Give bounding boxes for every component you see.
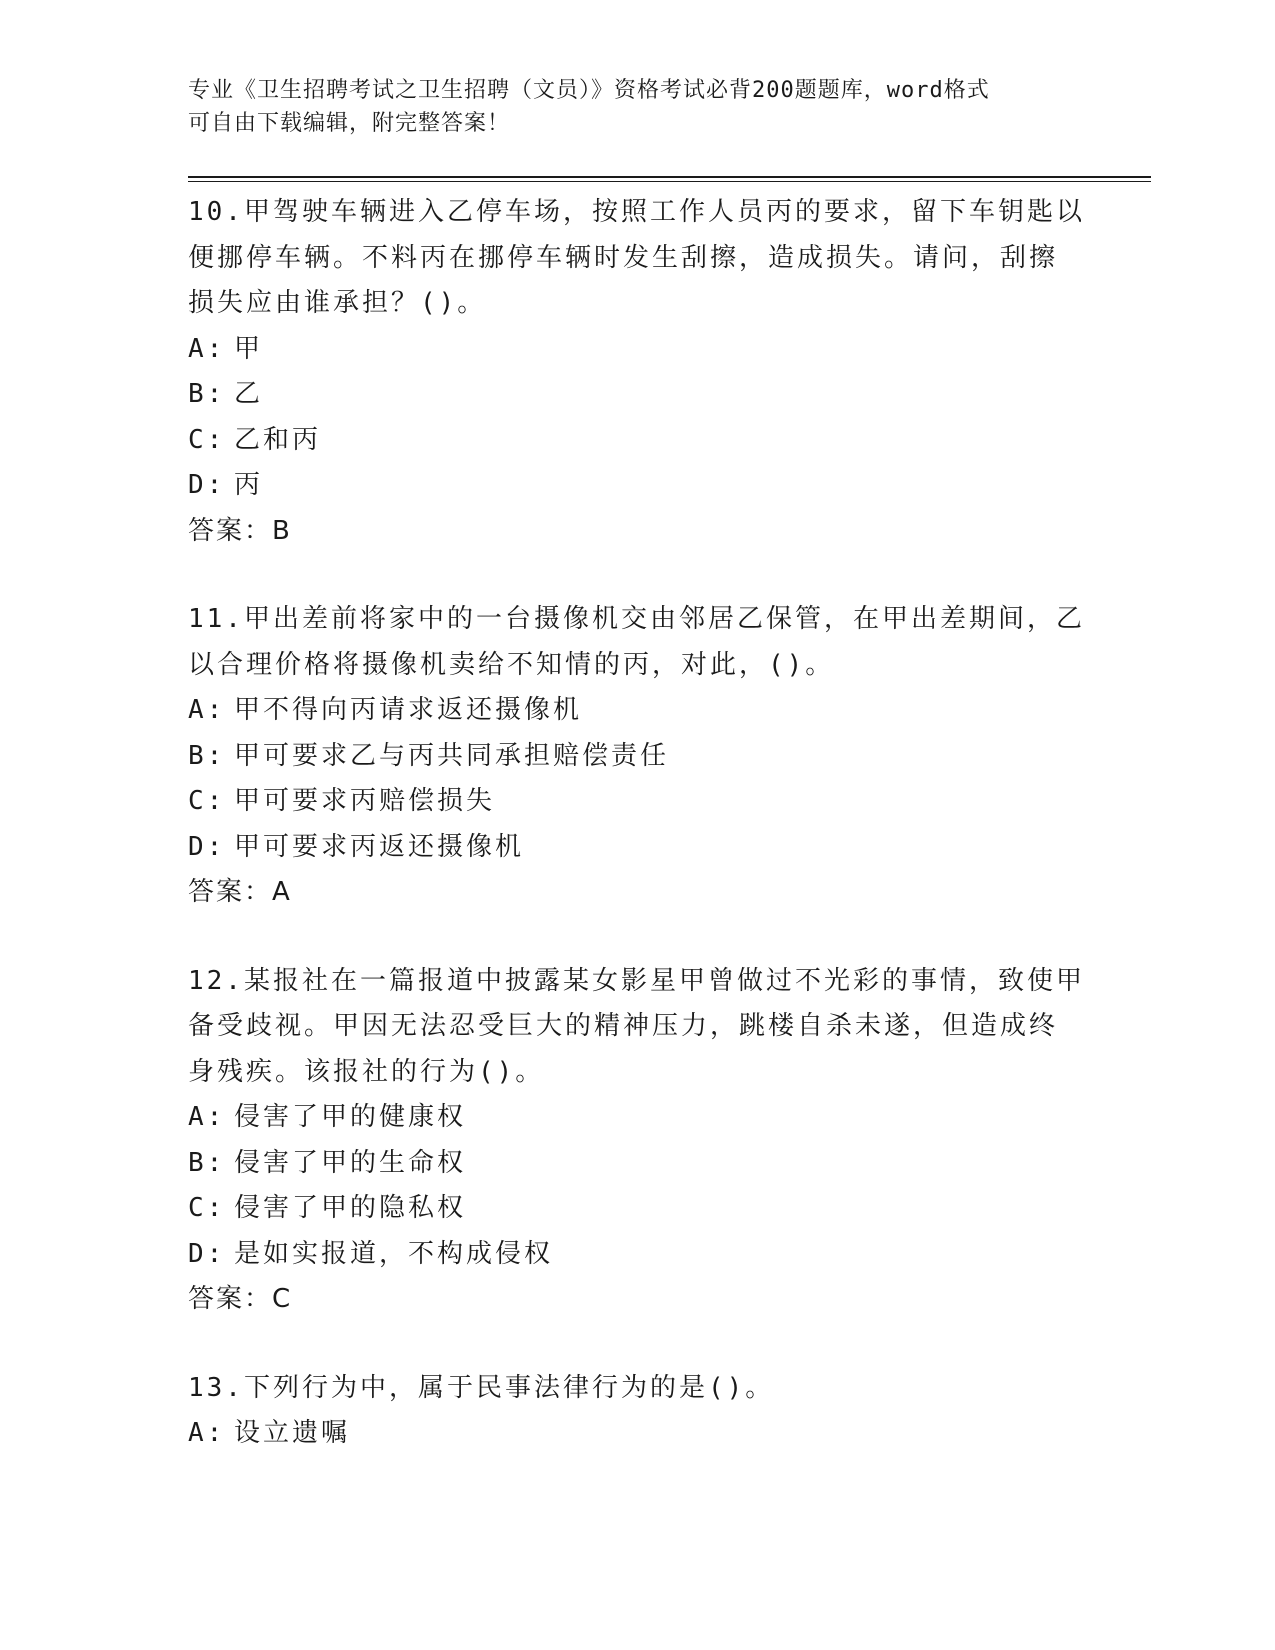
option-text: 侵害了甲的健康权 — [234, 1102, 467, 1132]
option-text: 甲可要求丙返还摄像机 — [234, 831, 525, 862]
option-text: 侵害了甲的隐私权 — [234, 1193, 467, 1223]
option-key: C: — [188, 1193, 226, 1223]
question-stem-line: 以合理价格将摄像机卖给不知情的丙，对此，()。 — [188, 649, 835, 680]
option-a — [188, 688, 1068, 734]
option-text: 设立遗嘱 — [234, 1418, 351, 1448]
question-stem-line: 13.下列行为中，属于民事法律行为的是()。 — [188, 1372, 775, 1403]
option-key: B: — [188, 1147, 226, 1178]
option-b — [188, 372, 1068, 418]
header-title-line-2: 可自由下载编辑，附完整答案！ — [188, 111, 511, 136]
question-list — [188, 190, 1085, 1500]
question-10 — [188, 190, 1085, 554]
option-key: D: — [188, 1238, 226, 1269]
option-key: A: — [188, 1418, 226, 1448]
option-key: B: — [188, 379, 226, 409]
question-13 — [188, 1366, 1068, 1457]
question-stem-line: 10.甲驾驶车辆进入乙停车场，按照工作人员丙的要求，留下车钥匙以 — [188, 197, 1085, 227]
option-text: 乙和丙 — [234, 424, 322, 455]
option-c — [188, 779, 1068, 825]
option-c — [188, 1186, 1068, 1232]
option-text: 甲不得向丙请求返还摄像机 — [234, 695, 583, 725]
option-a — [188, 1411, 1068, 1457]
option-key: C: — [188, 424, 226, 455]
option-d — [188, 1232, 1068, 1278]
option-text: 是如实报道，不构成侵权 — [234, 1238, 554, 1269]
option-b — [188, 1141, 1068, 1187]
question-stem-line: 11.甲出差前将家中的一台摄像机交由邻居乙保管，在甲出差期间，乙 — [188, 604, 1085, 634]
option-text: 甲可要求丙赔偿损失 — [234, 786, 496, 816]
question-stem-line: 身残疾。该报社的行为()。 — [188, 1056, 545, 1087]
option-text: 甲 — [234, 333, 264, 364]
answer-line: 答案：C — [188, 1284, 293, 1314]
question-stem-line: 损失应由谁承担？()。 — [188, 288, 487, 318]
option-key: A: — [188, 695, 226, 725]
option-key: B: — [188, 740, 226, 771]
header-divider-thick — [188, 176, 1151, 178]
header-divider-thin — [188, 181, 1151, 182]
option-d — [188, 463, 1068, 509]
option-c — [188, 418, 1068, 464]
option-b — [188, 734, 1068, 780]
option-text: 侵害了甲的生命权 — [234, 1147, 467, 1178]
option-text: 丙 — [234, 470, 264, 500]
option-key: A: — [188, 1102, 226, 1132]
option-a — [188, 1095, 1068, 1141]
question-12 — [188, 959, 1085, 1323]
option-text: 乙 — [234, 379, 264, 409]
question-stem-line: 12.某报社在一篇报道中披露某女影星甲曾做过不光彩的事情，致使甲 — [188, 965, 1085, 996]
question-stem-line: 备受歧视。甲因无法忍受巨大的精神压力，跳楼自杀未遂，但造成终 — [188, 1011, 1059, 1041]
answer-line: 答案：A — [188, 877, 292, 907]
option-d — [188, 825, 1068, 871]
option-key: A: — [188, 333, 226, 364]
question-11 — [188, 597, 1085, 916]
question-stem-line: 便挪停车辆。不料丙在挪停车辆时发生刮擦，造成损失。请问，刮擦 — [188, 242, 1059, 273]
option-a — [188, 327, 1068, 373]
document-header — [188, 74, 1068, 140]
option-key: C: — [188, 786, 226, 816]
option-key: D: — [188, 470, 226, 500]
option-key: D: — [188, 831, 226, 862]
header-title-line-1: 专业《卫生招聘考试之卫生招聘（文员）》资格考试必背200题题库，word格式 — [188, 78, 990, 103]
option-text: 甲可要求乙与丙共同承担赔偿责任 — [234, 740, 670, 771]
answer-line: 答案：B — [188, 515, 292, 546]
